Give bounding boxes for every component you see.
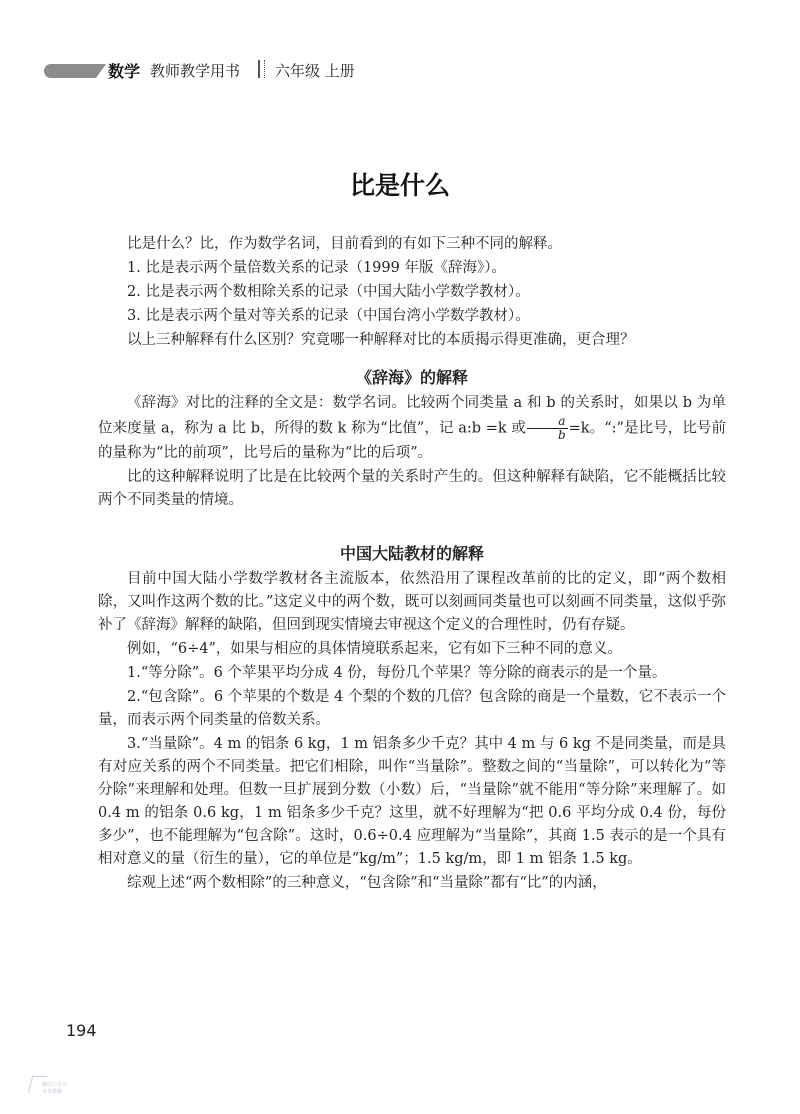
cihai-definition-text-after: =k。“:”是比号，比号前的量称为“比的前项”，比号后的量称为“比的后项”。 [98,420,726,461]
cihai-critique-paragraph: 比的这种解释说明了比是在比较两个量的关系时产生的。但这种解释有缺陷，它不能概括比较两个不同类量的情境。 [98,469,726,508]
header-subject: 数学 [108,62,141,81]
page-header [0,58,800,88]
mainland-item-3: 3.“当量除”。4 m 的铝条 6 kg，1 m 铝条多少千克？其中 4 m 与 6 kg 不是同类量，而是具有对应关系的两个不同类量。把它们相除，叫作“当量除”。整数之间的“当量除”，可以转化为“等分除”来理解和处理。但数一旦扩展到分数（小数）后，“当量除”就不能用“等分除”来理解了。如 0.4 m 的铝条 0.6 kg，1 m 铝条多少千克？这里，就不好理解为“把 0.6 平均分成 0.4 份，每份多少”，也不能理解为“包含除”。这时，0.6÷0.4 应理解为“当量除”，其商 1.5 表示的是一个具有相对意义的量（衍生的量），它的单位是“kg/m”；1.5 kg/m，即 1 m 铝条 1.5 kg。 [98,736,726,867]
intro-item-1: 1. 比是表示两个量倍数关系的记录（1999 年版《辞海》）。 [127,260,506,276]
mainland-paragraph-1: 目前中国大陆小学数学教材各主流版本，依然沿用了课程改革前的比的定义，即“两个数相除，又叫作这两个数的比。”这定义中的两个数，既可以刻画同类量也可以刻画不同类量，这似乎弥补了《辞海》解释的缺陷，但回到现实情境去审视这个定义的合理性时，仍有存疑。 [98,571,726,633]
section-heading-cihai: 《辞海》的解释 [355,368,468,387]
cihai-definition-text-before: 《辞海》对比的注释的全文是：数学名词。比较两个同类量 a 和 b 的关系时，如果以 b 为单位来度量 a，称为 a 比 b，所得的数 k 称为“比值”，记 a:b =k 或 [98,395,726,437]
page-title: 比是什么 [349,171,450,200]
ratio-fraction [527,415,568,442]
intro-paragraph: 比是什么？比，作为数学名词，目前看到的有如下三种不同的解释。 [127,236,562,252]
intro-question: 以上三种解释有什么区别？究竟哪一种解释对比的本质揭示得更准确，更合理？ [127,332,635,348]
page-number: 194 [66,1021,97,1040]
watermark-line-1: 微信公众号 [42,1082,68,1088]
header-divider [258,60,265,78]
section-heading-mainland: 中国大陆教材的解释 [339,544,484,563]
header-book-title: 教师教学用书 [150,62,241,80]
mainland-item-1: 1.“等分除”。6 个苹果平均分成 4 份，每份几个苹果？等分除的商表示的是一个量。 [127,665,667,681]
header-grade: 六年级 上册 [275,62,355,80]
intro-item-2: 2. 比是表示两个数相除关系的记录（中国大陆小学数学教材）。 [127,284,530,300]
mainland-item-2: 2.“包含除”。6 个苹果的个数是 4 个梨的个数的几倍？包含除的商是一个量数，它不表示一个量，而表示两个同类量的倍数关系。 [98,689,726,728]
mainland-paragraph-2: 例如，“6÷4”，如果与相应的具体情境联系起来，它有如下三种不同的意义。 [127,641,622,657]
main-content [98,233,726,896]
mainland-summary-paragraph: 综观上述“两个数相除”的三种意义，“包含除”和“当量除”都有“比”的内涵， [127,875,607,891]
cihai-definition-paragraph [98,392,726,465]
fraction-numerator: a [527,415,568,429]
fraction-denominator: b [557,428,566,442]
header-decoration-bar [44,64,96,78]
watermark-line-2: 享受教辅 [42,1089,63,1095]
intro-item-3: 3. 比是表示两个量对等关系的记录（中国台湾小学数学教材）。 [127,308,530,324]
watermark-text [42,1082,102,1096]
